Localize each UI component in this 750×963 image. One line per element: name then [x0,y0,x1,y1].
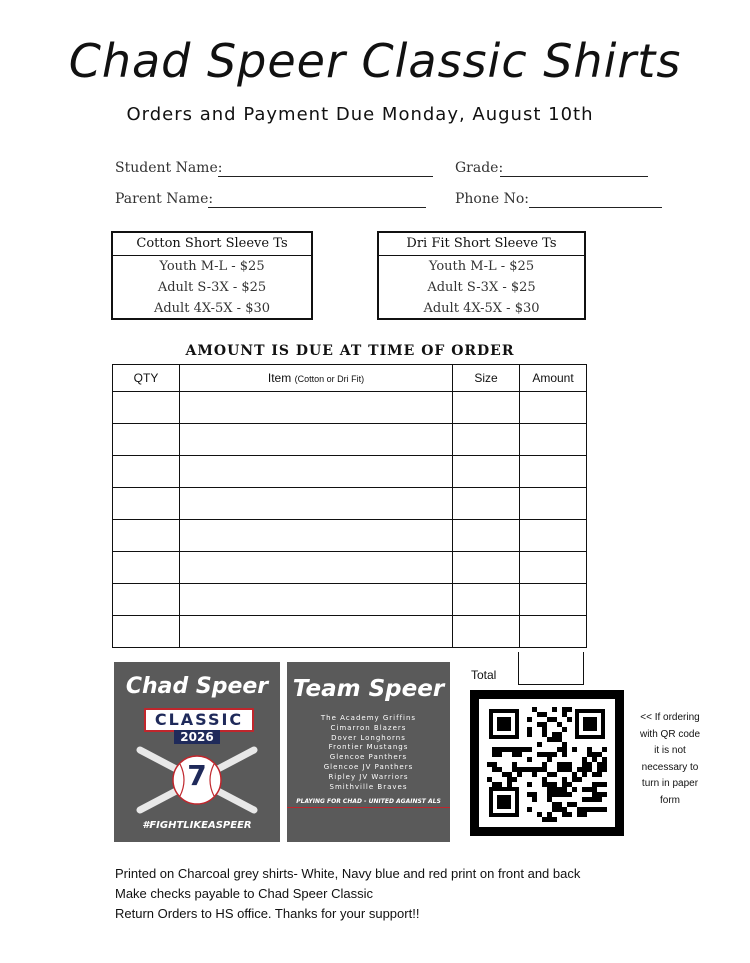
classic-script-title: Chad Speer [125,674,269,699]
order-table [112,364,587,648]
total-amount-field[interactable] [518,652,584,685]
qty-cell[interactable] [113,392,180,424]
footer-line: Return Orders to HS office. Thanks for your support!! [115,906,420,921]
item-cell[interactable] [180,392,453,424]
cotton-price-box [111,231,313,320]
size-header: Size [453,365,520,392]
size-cell[interactable] [453,520,520,552]
item-cell[interactable] [180,552,453,584]
table-row [113,488,587,520]
page-title: Chad Speer Classic Shirts [68,34,682,88]
table-row [113,456,587,488]
qty-cell[interactable] [113,552,180,584]
amount-cell[interactable] [520,520,587,552]
team-list [287,714,450,792]
team-list-item: Glencoe JV Panthers [323,762,414,771]
drifit-price-box [377,231,586,320]
table-row [113,392,587,424]
qr-code-icon [479,699,615,827]
phone-label: Phone No: [455,191,530,207]
item-cell[interactable] [180,616,453,648]
amount-cell[interactable] [520,456,587,488]
size-cell[interactable] [453,392,520,424]
amount-cell[interactable] [520,552,587,584]
classic-jersey-number: 7 [187,759,207,792]
size-cell[interactable] [453,552,520,584]
qty-cell[interactable] [113,456,180,488]
table-row [113,552,587,584]
drifit-price-title: Dri Fit Short Sleeve Ts [379,233,584,256]
size-cell[interactable] [453,584,520,616]
footer-line: Printed on Charcoal grey shirts- White, Navy blue and red print on front and back [115,866,581,881]
team-script-title: Team Speer [292,676,445,702]
amount-header: Amount [520,365,587,392]
student-name-field[interactable] [218,176,433,177]
qr-code-inner [479,699,615,827]
table-row [113,584,587,616]
parent-name-label: Parent Name: [115,191,214,207]
drifit-price-row: Adult S-3X - $25 [427,280,536,295]
amount-cell[interactable] [520,424,587,456]
table-row [113,520,587,552]
qr-note-line: form [660,794,680,806]
footer-notes [115,864,580,924]
qty-header: QTY [113,365,180,392]
item-cell[interactable] [180,424,453,456]
cotton-price-title: Cotton Short Sleeve Ts [113,233,311,256]
phone-field[interactable] [529,207,662,208]
payment-due-notice: AMOUNT IS DUE AT TIME OF ORDER [185,343,515,359]
student-name-label: Student Name: [115,160,223,176]
amount-cell[interactable] [520,488,587,520]
amount-cell[interactable] [520,616,587,648]
classic-year: 2026 [174,730,220,744]
due-date-subtitle: Orders and Payment Due Monday, August 10th [126,104,594,125]
total-label: Total [471,668,497,682]
item-cell[interactable] [180,520,453,552]
qr-note-line: with QR code [639,728,701,740]
classic-shirt-graphic [114,662,280,842]
qr-note [630,710,710,809]
qr-note-line: turn in paper [641,778,699,789]
amount-cell[interactable] [520,392,587,424]
drifit-price-row: Adult 4X-5X - $30 [423,301,540,316]
qty-cell[interactable] [113,488,180,520]
footer-line: Make checks payable to Chad Speer Classic [115,886,373,901]
order-table-header [113,365,587,392]
table-row [113,616,587,648]
cotton-price-row: Youth M-L - $25 [159,259,265,274]
cotton-price-row: Adult S-3X - $25 [157,280,267,295]
cotton-price-row: Adult 4X-5X - $30 [153,301,271,316]
size-cell[interactable] [453,424,520,456]
qty-cell[interactable] [113,584,180,616]
size-cell[interactable] [453,488,520,520]
grade-field[interactable] [500,176,648,177]
item-cell[interactable] [180,584,453,616]
team-tagline: PLAYING FOR CHAD - UNITED AGAINST ALS [287,798,450,808]
team-list-item: Cimarron Blazers [330,723,407,732]
item-cell[interactable] [180,488,453,520]
qr-note-line: << If ordering [640,712,700,723]
qr-note-line: it is not [654,745,686,756]
drifit-price-row: Youth M-L - $25 [428,259,535,274]
item-header-label: Item [267,371,292,385]
qty-cell[interactable] [113,424,180,456]
classic-hashtag: #FIGHTLIKEASPEER [142,820,252,831]
team-list-item: Dover Longhorns [331,733,406,742]
team-list-item: Ripley JV Warriors [328,772,409,781]
size-cell[interactable] [453,616,520,648]
team-list-item: The Academy Griffins [320,714,417,722]
qty-cell[interactable] [113,616,180,648]
team-shirt-graphic [287,662,450,842]
qty-cell[interactable] [113,520,180,552]
grade-label: Grade: [455,160,504,176]
item-header [180,365,453,392]
classic-banner: CLASSIC [144,708,254,732]
qr-code[interactable] [470,690,624,836]
size-cell[interactable] [453,456,520,488]
team-list-item: Glencoe Panthers [329,753,408,762]
parent-name-field[interactable] [208,207,426,208]
team-list-item: Frontier Mustangs [328,743,409,752]
item-cell[interactable] [180,456,453,488]
qr-note-line: necessary to [641,761,699,773]
item-header-note: (Cotton or Dri Fit) [294,374,365,384]
table-row [113,424,587,456]
team-list-item: Smithville Braves [329,782,408,791]
amount-cell[interactable] [520,584,587,616]
